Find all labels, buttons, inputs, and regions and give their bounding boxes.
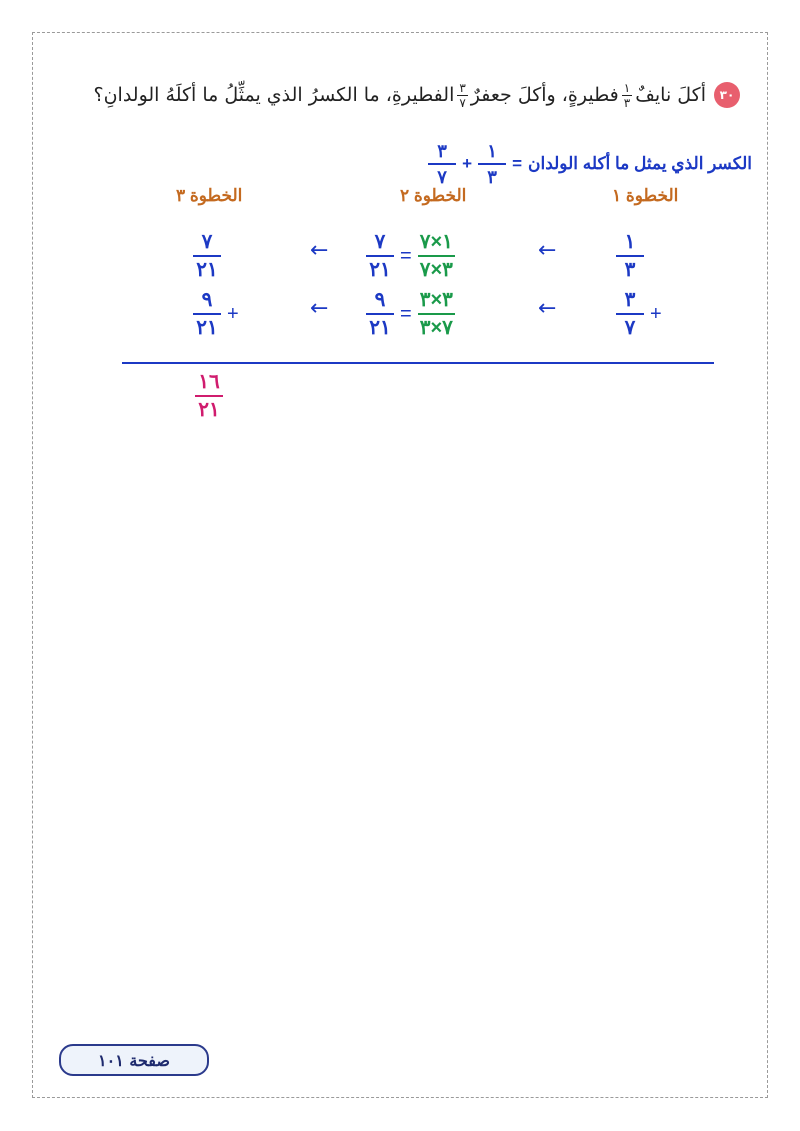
row2-arrow-1: ← <box>538 296 557 321</box>
result-fraction <box>195 372 223 420</box>
row1-arrow-1: ← <box>538 238 557 263</box>
equals-sign: = <box>400 302 412 325</box>
fraction-numerator: ٩ <box>366 290 394 315</box>
fraction-numerator: ٣ <box>459 80 466 95</box>
fraction-numerator: ٣ <box>616 290 644 315</box>
fraction-denominator: ٢١ <box>196 317 218 339</box>
row1-arrow-2: ← <box>310 238 329 263</box>
question-text <box>94 70 707 120</box>
fraction-denominator: ٢١ <box>198 399 220 421</box>
row1-step2-result <box>366 232 394 280</box>
fraction-numerator: ٣ <box>428 142 456 165</box>
row2-step2-result <box>366 290 394 338</box>
row2-arrow-2: ← <box>310 296 329 321</box>
question-number-badge: ٣٠ <box>714 82 740 108</box>
row1-step3 <box>193 232 221 280</box>
fraction-denominator: ٧ <box>624 317 636 339</box>
equation-label: الكسر الذي يمثل ما أكله الولدان <box>528 154 752 173</box>
row2-step3-fraction <box>193 290 221 338</box>
row2-step2-multiplication <box>418 290 455 338</box>
fraction-denominator: ٣ <box>623 95 631 110</box>
fraction-denominator: ٧ <box>437 167 447 187</box>
fraction-denominator: ٢١ <box>369 317 391 339</box>
sum-line <box>122 362 714 364</box>
page-number-tab: صفحة ١٠١ <box>59 1044 209 1076</box>
result <box>195 372 223 420</box>
step-1-heading: الخطوة ١ <box>612 186 679 205</box>
question-fraction-2 <box>457 82 467 109</box>
row2-step3 <box>193 290 245 338</box>
equals-sign: = <box>512 154 522 173</box>
fraction-numerator: ١ <box>616 232 644 257</box>
row1-step2 <box>366 232 455 280</box>
fraction-denominator: ٢١ <box>196 259 218 281</box>
fraction-numerator: ١ <box>623 80 631 95</box>
fraction-numerator: ٣×٣ <box>418 290 455 315</box>
fraction-numerator: ١×٧ <box>418 232 455 257</box>
fraction-numerator: ٩ <box>193 290 221 315</box>
equation-fraction-b <box>428 142 456 186</box>
fraction-numerator: ١٦ <box>195 372 223 397</box>
step-2-heading: الخطوة ٢ <box>400 186 467 205</box>
question-part-1: أكلَ نايفٌ <box>635 84 706 106</box>
fraction-denominator: ٣ <box>624 259 636 281</box>
fraction-numerator: ٧ <box>366 232 394 257</box>
fraction-numerator: ١ <box>478 142 506 165</box>
equals-sign: = <box>400 244 412 267</box>
row1-step1 <box>616 232 644 280</box>
fraction-denominator: ٣×٧ <box>419 259 453 281</box>
row2-step1 <box>616 290 668 338</box>
question-part-3: الفطيرةِ، ما الكسرُ الذي يمثِّلُ ما أكلَهُ الولدانِ؟ <box>93 84 455 106</box>
row1-step2-multiplication <box>418 232 455 280</box>
equation-fraction-a <box>478 142 506 186</box>
row1-step3-fraction <box>193 232 221 280</box>
question <box>60 70 740 120</box>
sum-equation <box>400 138 752 190</box>
question-part-2: فطيرةٍ، وأكلَ جعفرٌ <box>470 84 619 106</box>
row2-step1-fraction <box>616 290 644 338</box>
fraction-denominator: ٣ <box>487 167 497 187</box>
step-3-heading: الخطوة ٣ <box>176 186 243 205</box>
plus-sign: + <box>650 302 662 325</box>
question-fraction-1 <box>622 82 632 109</box>
fraction-denominator: ٢١ <box>369 259 391 281</box>
fraction-denominator: ٧×٣ <box>419 317 453 339</box>
plus-sign: + <box>462 154 473 173</box>
row2-step2 <box>366 290 455 338</box>
fraction-denominator: ٧ <box>459 95 466 110</box>
plus-sign: + <box>227 302 239 325</box>
fraction-numerator: ٧ <box>193 232 221 257</box>
row1-step1-fraction <box>616 232 644 280</box>
